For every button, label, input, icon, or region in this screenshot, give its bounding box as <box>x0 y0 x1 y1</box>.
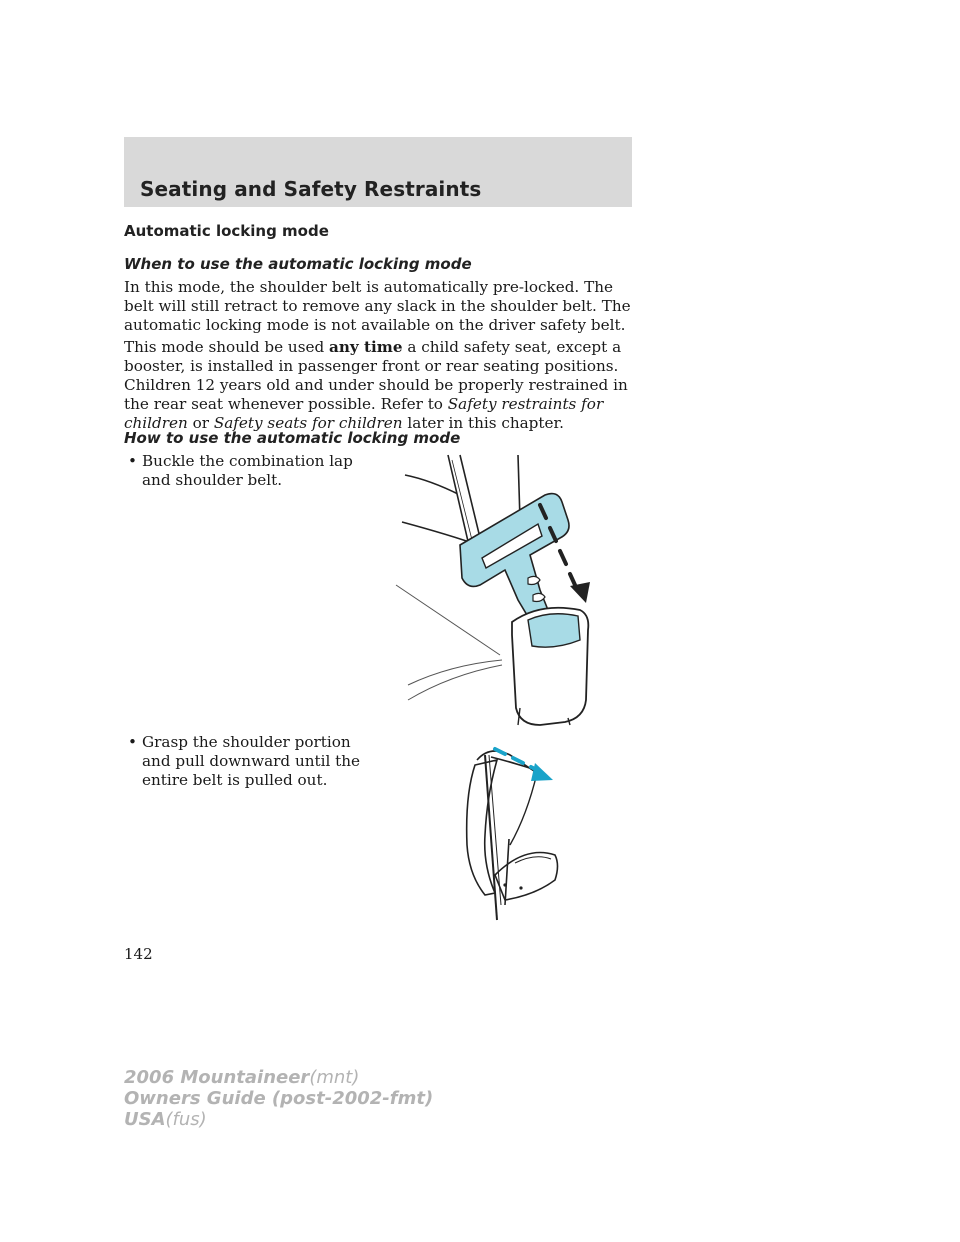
bullet-icon: • <box>128 452 137 470</box>
buckle-tongue <box>460 494 569 620</box>
subheading-how-to-use: How to use the automatic locking mode <box>124 429 461 447</box>
paragraph-intro: In this mode, the shoulder belt is automatically pre-locked. The belt will still retract to remove any slack in the shoulder belt. The automatic locking mode is not available on the driver safety belt. <box>124 278 631 334</box>
ref-safety-restraints-for-children: Safety restraints for children <box>124 395 604 432</box>
bullet-item-grasp: • Grasp the shoulder portion and pull downward until the entire belt is pulled out. <box>128 733 361 789</box>
bullet-icon: • <box>128 733 137 751</box>
section-title: Automatic locking mode <box>124 222 329 240</box>
page-header-title: Seating and Safety Restraints <box>140 177 482 201</box>
paragraph-usage: This mode should be used any time a child safety seat, except a booster, is installed in passenger front or rear seating positions. Children 12 years old and under should be properly restrained in the rear seat whenever possible. Refer to Safety restraints for children or Safety seats for children later in this chapter. <box>124 338 628 432</box>
ref-safety-seats-for-children: Safety seats for children <box>213 414 403 432</box>
seat-belt-pull-illustration <box>455 735 575 925</box>
buckle-illustration <box>390 450 620 730</box>
emphasis-any-time: any time <box>329 338 403 356</box>
page-number: 142 <box>124 945 153 963</box>
document-footer: 2006 Mountaineer(mnt) Owners Guide (post-2002-fmt) USA(fus) <box>124 1067 434 1130</box>
subheading-when-to-use: When to use the automatic locking mode <box>124 255 472 273</box>
bullet-item-buckle: • Buckle the combination lap and shoulder belt. <box>128 452 353 489</box>
